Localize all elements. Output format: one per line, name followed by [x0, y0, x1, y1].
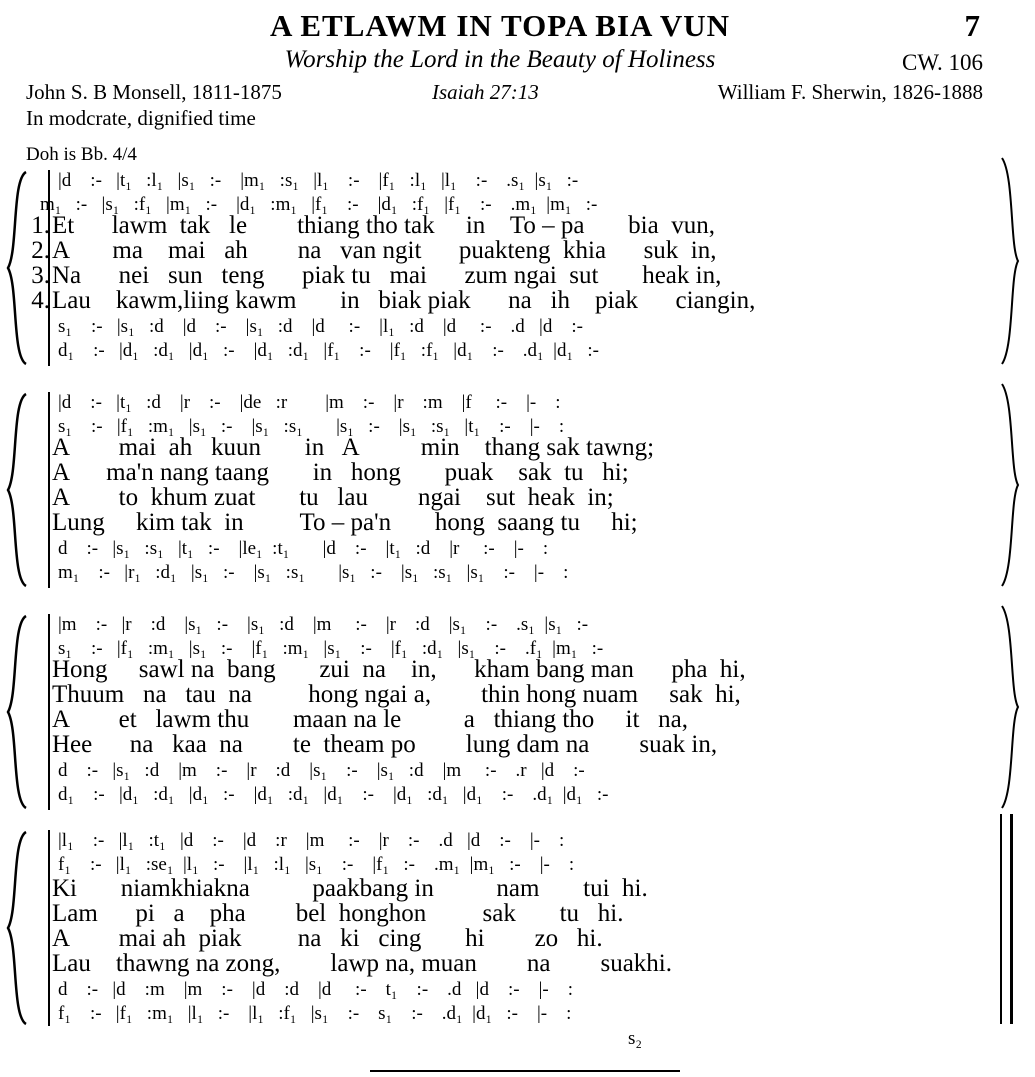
- alto-part: s₁ :- |f₁ :m₁ |s₁ :- |s₁ :s₁ |s₁ :- |s₁ :s₁ |t₁ :- |- :: [58, 416, 565, 437]
- verse-1-lyric: A mai ah kuun in A min thang sak tawng;: [52, 434, 655, 461]
- verse-3-number: 3.: [31, 262, 50, 289]
- final-barline-thin: [1000, 814, 1002, 1024]
- verse-1-lyric: 1. Et lawm tak le thiang tho tak in To – pa bia vun,: [52, 213, 715, 238]
- verse-2-lyric: Thuum na tau na hong ngai a, thin hong nuam sak hi,: [52, 681, 741, 708]
- verse-3-lyric: A et lawm thu maan na le a thiang tho it na,: [52, 706, 688, 733]
- music-system-4: [0, 826, 1035, 1056]
- bass-part: d₁ :- |d₁ :d₁ |d₁ :- |d₁ :d₁ |d₁ :- |d₁ :d₁ |d₁ :- .d₁ |d₁ :-: [58, 784, 609, 805]
- alto-part: m₁ :- |s₁ :f₁ |m₁ :- |d₁ :m₁ |f₁ :- |d₁ :f₁ |f₁ :- .m₁ |m₁ :-: [40, 194, 598, 215]
- bass-alternate-note: s₂: [628, 1028, 643, 1049]
- tenor-part: d :- |s₁ :s₁ |t₁ :- |le₁ :t₁ |d :- |t₁ :d |r :- |- :: [58, 538, 549, 559]
- soprano-part: |m :- |r :d |s₁ :- |s₁ :d |m :- |r :d |s₁ :- .s₁ |s₁ :-: [58, 614, 589, 635]
- soprano-part: |d :- |t₁ :d |r :- |de :r |m :- |r :m |f :- |- :: [58, 392, 561, 413]
- right-brace: [1000, 156, 1020, 366]
- soprano-part: |d :- |t₁ :l₁ |s₁ :- |m₁ :s₁ |l₁ :- |f₁ :l₁ |l₁ :- .s₁ |s₁ :-: [58, 170, 579, 191]
- verse-1-number: 1.: [31, 212, 50, 239]
- verse-1-lyric: Hong sawl na bang zui na in, kham bang man pha hi,: [52, 656, 746, 683]
- verse-3-lyric: A mai ah piak na ki cing hi zo hi.: [52, 925, 603, 952]
- bass-part: d₁ :- |d₁ :d₁ |d₁ :- |d₁ :d₁ |f₁ :- |f₁ :f₁ |d₁ :- .d₁ |d₁ :-: [58, 340, 599, 361]
- music-system-1: [0, 166, 1035, 366]
- tenor-part: d :- |d :m |m :- |d :d |d :- t₁ :- .d |d :- |- :: [58, 979, 573, 1000]
- verse-4-lyric: Hee na kaa na te theam po lung dam na suak in,: [52, 731, 718, 758]
- soprano-part: |l₁ :- |l₁ :t₁ |d :- |d :r |m :- |r :- .d |d :- |- :: [58, 830, 565, 851]
- tenor-part: d :- |s₁ :d |m :- |r :d |s₁ :- |s₁ :d |m :- .r |d :-: [58, 760, 585, 781]
- alto-part: f₁ :- |l₁ :se₁ |l₁ :- |l₁ :l₁ |s₁ :- |f₁ :- .m₁ |m₁ :- |- :: [58, 854, 575, 875]
- system-start-line: [48, 392, 50, 588]
- verse-2-lyric: Lam pi a pha bel honghon sak tu hi.: [52, 900, 624, 927]
- bass-part: f₁ :- |f₁ :m₁ |l₁ :- |l₁ :f₁ |s₁ :- s₁ :- .d₁ |d₁ :- |- :: [58, 1003, 572, 1024]
- hymn-number: 7: [964, 8, 980, 43]
- verse-2-number: 2.: [31, 237, 50, 264]
- system-start-line: [48, 830, 50, 1026]
- verse-3-lyric: 3. Na nei sun teng piak tu mai zum ngai sut heak in,: [52, 263, 721, 288]
- left-brace: [6, 830, 28, 1026]
- hymn-subtitle: Worship the Lord in the Beauty of Holiness: [284, 46, 716, 73]
- composer-credit: William F. Sherwin, 1826-1888: [717, 80, 983, 104]
- verse-4-lyric: Lau thawng na zong, lawp na, muan na suakhi.: [52, 950, 673, 977]
- verse-4-lyric: Lung kim tak in To – pa'n hong saang tu hi;: [52, 509, 638, 536]
- tenor-part: s₁ :- |s₁ :d |d :- |s₁ :d |d :- |l₁ :d |d :- .d |d :-: [58, 316, 583, 337]
- scripture-reference: Isaiah 27:13: [432, 80, 539, 104]
- hymn-title: A ETLAWM IN TOPA BIA VUN: [269, 8, 731, 43]
- hymn-reference: CW. 106: [902, 50, 983, 75]
- music-system-3: [0, 610, 1035, 810]
- key-signature: Doh is Bb. 4/4: [26, 144, 137, 165]
- verse-4-number: 4.: [31, 287, 50, 314]
- alto-part: s₁ :- |f₁ :m₁ |s₁ :- |f₁ :m₁ |s₁ :- |f₁ :d₁ |s₁ :- .f₁ |m₁ :-: [58, 638, 604, 659]
- left-brace: [6, 392, 28, 588]
- verse-4-lyric: 4. Lau kawm,liing kawm in biak piak na ih piak ciangin,: [52, 288, 755, 313]
- verse-2-lyric: A ma'n nang taang in hong puak sak tu hi;: [52, 459, 629, 486]
- verse-2-lyric: 2. A ma mai ah na van ngit puakteng khia suk in,: [52, 238, 717, 263]
- music-system-2: [0, 388, 1035, 588]
- tempo-marking: In modcrate, dignified time: [26, 106, 256, 130]
- bass-part: m₁ :- |r₁ :d₁ |s₁ :- |s₁ :s₁ |s₁ :- |s₁ :s₁ |s₁ :- |- :: [58, 562, 569, 583]
- verse-1-lyric: Ki niamkhiakna paakbang in nam tui hi.: [52, 875, 648, 902]
- right-brace: [1000, 382, 1020, 588]
- footer-divider: [370, 1070, 680, 1072]
- final-barline-thick: [1010, 814, 1013, 1024]
- right-brace: [1000, 604, 1020, 810]
- left-brace: [6, 614, 28, 810]
- author-credit: John S. B Monsell, 1811-1875: [26, 80, 282, 104]
- verse-3-lyric: A to khum zuat tu lau ngai sut heak in;: [52, 484, 614, 511]
- system-start-line: [48, 614, 50, 810]
